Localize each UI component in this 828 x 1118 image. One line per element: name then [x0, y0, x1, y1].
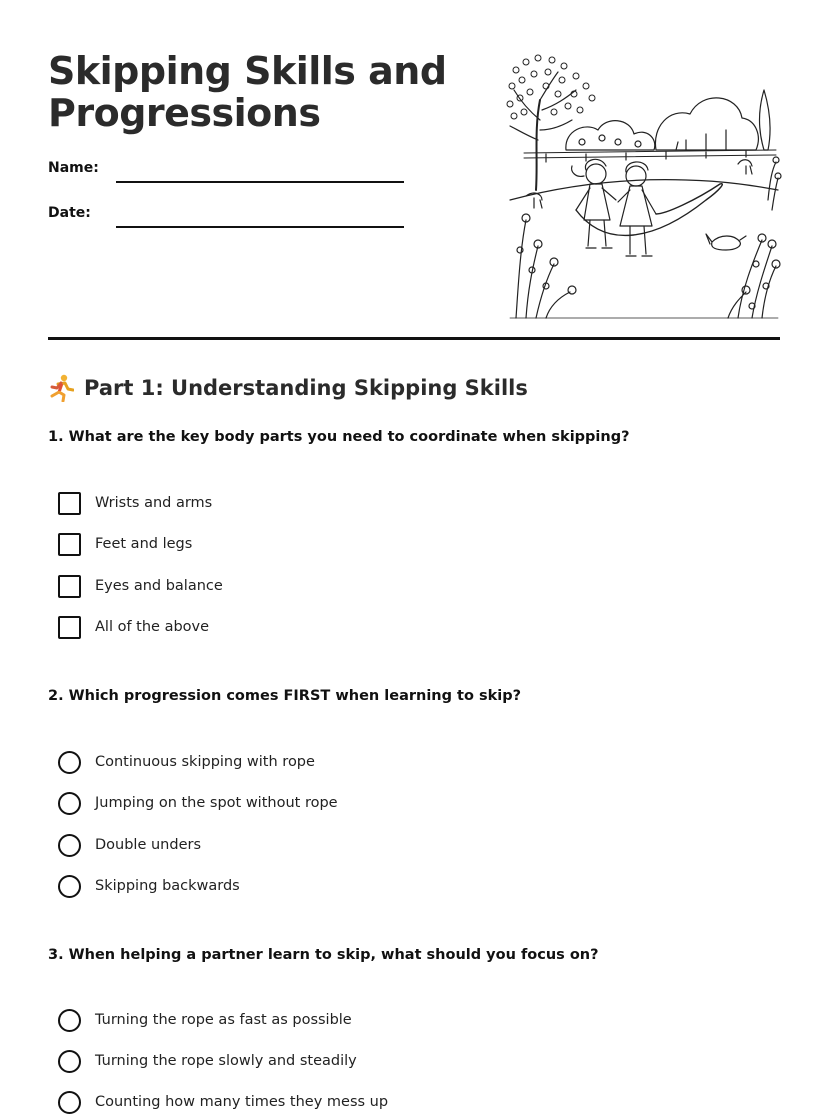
page-title — [48, 50, 447, 134]
checkbox[interactable] — [58, 616, 81, 639]
checkbox[interactable] — [58, 533, 81, 556]
radio-button[interactable] — [58, 1050, 81, 1073]
section-heading — [48, 374, 528, 402]
q1-option-1[interactable] — [58, 491, 212, 515]
option-label: Wrists and arms — [95, 495, 213, 511]
option-label: Turning the rope slowly and steadily — [95, 1053, 357, 1069]
checkbox[interactable] — [58, 492, 81, 515]
option-label: Counting how many times they mess up — [95, 1094, 389, 1110]
question-3: 3. When helping a partner learn to skip, what should you focus on? — [48, 947, 599, 963]
date-field[interactable] — [116, 226, 404, 228]
radio-button[interactable] — [58, 834, 81, 857]
option-label: Turning the rope as fast as possible — [95, 1012, 352, 1028]
option-label: Double unders — [95, 837, 202, 853]
option-label: Continuous skipping with rope — [95, 754, 315, 770]
title-line-2: Progressions — [48, 91, 321, 135]
person-running-icon — [48, 374, 74, 402]
q2-option-4[interactable] — [58, 874, 240, 898]
radio-button[interactable] — [58, 875, 81, 898]
radio-button[interactable] — [58, 792, 81, 815]
q2-option-2[interactable] — [58, 791, 338, 815]
option-label: Eyes and balance — [95, 578, 223, 594]
question-1: 1. What are the key body parts you need to coordinate when skipping? — [48, 429, 630, 445]
q1-option-2[interactable] — [58, 532, 192, 556]
option-label: All of the above — [95, 619, 210, 635]
option-label: Jumping on the spot without rope — [95, 795, 338, 811]
header-divider — [48, 337, 780, 340]
option-label: Feet and legs — [95, 536, 193, 552]
checkbox[interactable] — [58, 575, 81, 598]
radio-button[interactable] — [58, 1091, 81, 1114]
q2-option-3[interactable] — [58, 833, 201, 857]
option-label: Skipping backwards — [95, 878, 240, 894]
q3-option-2[interactable] — [58, 1049, 357, 1073]
radio-button[interactable] — [58, 751, 81, 774]
name-label: Name: — [48, 160, 99, 176]
q1-option-4[interactable] — [58, 615, 209, 639]
radio-button[interactable] — [58, 1009, 81, 1032]
title-line-1: Skipping Skills and — [48, 49, 447, 93]
name-field[interactable] — [116, 181, 404, 183]
question-2: 2. Which progression comes FIRST when learning to skip? — [48, 688, 522, 704]
q3-option-3[interactable] — [58, 1090, 388, 1114]
q1-option-3[interactable] — [58, 574, 223, 598]
date-label: Date: — [48, 205, 91, 221]
q2-option-1[interactable] — [58, 750, 315, 774]
q3-option-1[interactable] — [58, 1008, 352, 1032]
section-title: Part 1: Understanding Skipping Skills — [84, 376, 528, 400]
children-skipping-rope-park-illustration — [506, 50, 782, 320]
